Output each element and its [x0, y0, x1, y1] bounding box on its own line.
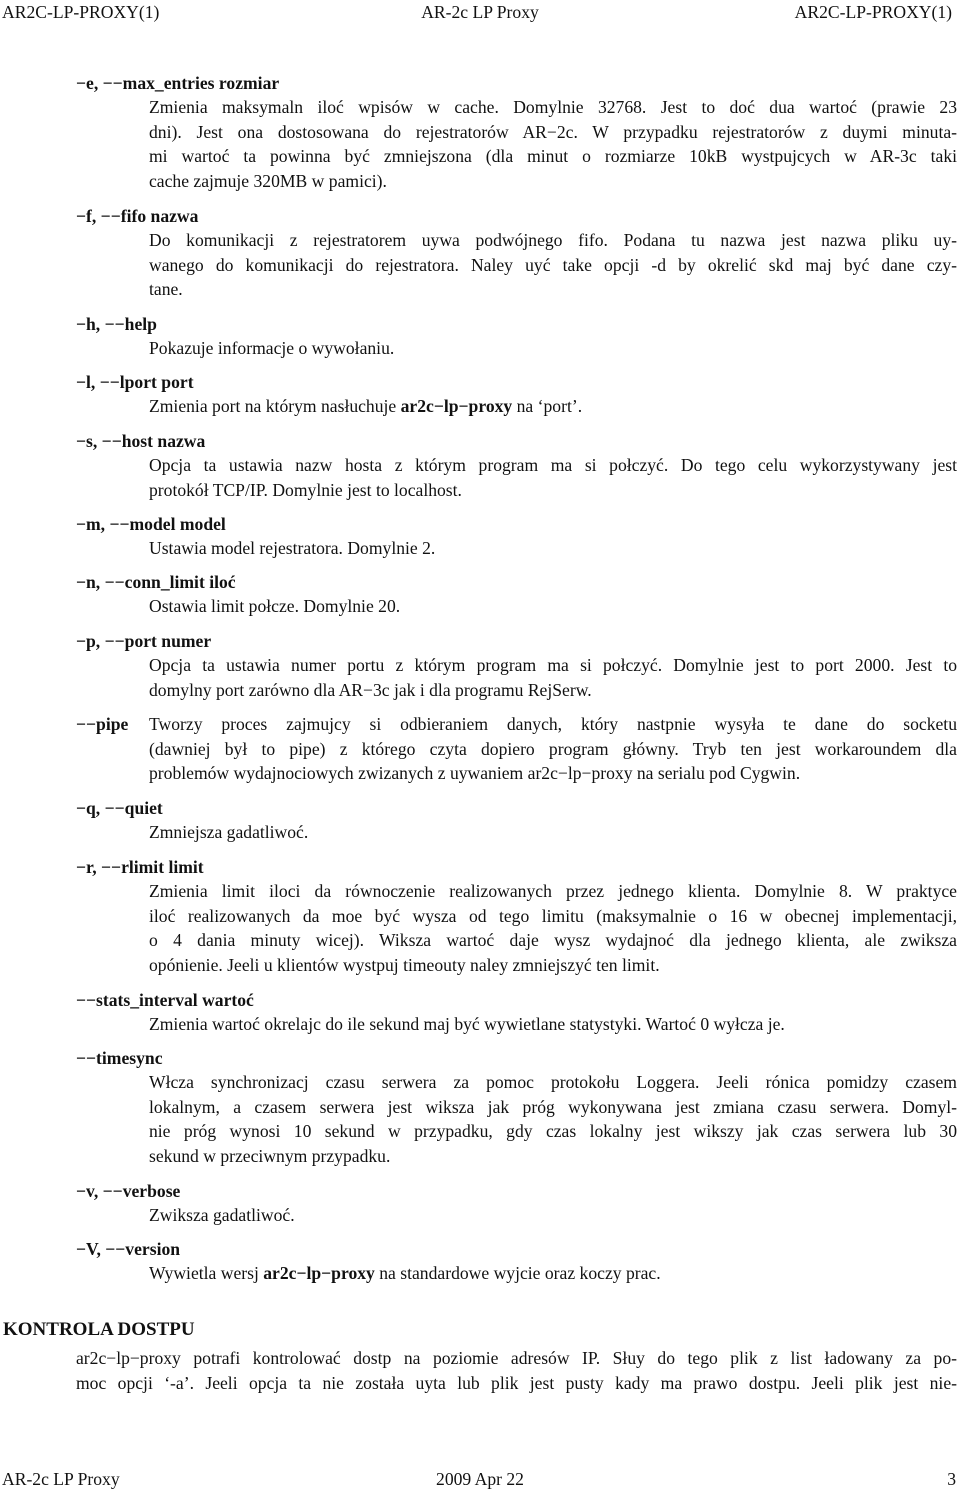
desc-line: [149, 394, 957, 419]
option-flag-fifo: −f, −−fifo nazwa: [76, 206, 199, 226]
desc-text: na standardowe wyjcie oraz koczy prac.: [374, 1263, 661, 1283]
option-desc-verbose: [149, 1203, 957, 1228]
desc-line: Zmienia maksymaln iloć wpisów w cache. Domylnie 32768. Jest to doć dua wartoć (prawie 23: [149, 97, 957, 117]
header-center: AR-2c LP Proxy: [421, 2, 539, 22]
desc-line: wanego do komunikacji do rejestratora. Naley uyć take opcji -d by okrelić skd maj być dane czy-: [149, 254, 957, 275]
program-name: ar2c−lp−proxy: [263, 1263, 375, 1283]
option-flag-lport: −l, −−lport port: [76, 372, 194, 392]
desc-text: Wywietla wersj: [149, 1263, 264, 1283]
option-desc-host: [149, 453, 957, 502]
desc-line: Włcza synchronizacj czasu serwera za pomoc protokołu Loggera. Jeeli rónica pomidzy czasem: [149, 1072, 957, 1092]
desc-line: (dawniej był to pipe) z którego czyta dopiero program główny. Tryb ten jest workaroundem dla: [149, 738, 957, 759]
option-flag-quiet: −q, −−quiet: [76, 798, 163, 818]
page-header: [0, 0, 956, 24]
option-desc-model: [149, 536, 957, 561]
header-left: AR2C-LP-PROXY(1): [2, 2, 160, 22]
option-flag-max-entries: −e, −−max_entries rozmiar: [76, 73, 280, 93]
option-desc-conn-limit: [149, 594, 957, 619]
section-line: moc opcji ‘-a’. Jeeli opcja ta nie została uyta lub plik jest pusty kady ma prawo dostpu. Jeeli plik jest nie-: [76, 1372, 957, 1393]
desc-line: domylny port zarówno dla AR−3c jak i dla programu RejSerw.: [149, 679, 592, 700]
option-desc-fifo: [149, 228, 957, 302]
desc-line: sekund w przeciwnym przypadku.: [149, 1145, 391, 1166]
footer-date: 2009 Apr 22: [436, 1469, 524, 1489]
desc-line: iloć realizowanych da moe być wysza od tego limitu (maksymalnie o 16 w obecnej implementacji,: [149, 905, 957, 926]
desc-line: Zwiksza gadatliwoć.: [149, 1205, 295, 1225]
option-desc-lport: [149, 394, 957, 419]
desc-line: opónienie. Jeeli u klientów wystpuj timeouty naley zmniejszyć ten limit.: [149, 954, 660, 975]
option-desc-quiet: [149, 820, 957, 845]
option-flag-help: −h, −−help: [76, 314, 157, 334]
option-desc-pipe: [149, 712, 957, 786]
option-flag-stats-interval: −−stats_interval wartoć: [76, 990, 254, 1010]
section-title: KONTROLA DOSTPU: [3, 1319, 195, 1340]
header-right: AR2C-LP-PROXY(1): [794, 2, 952, 22]
option-desc-timesync: [149, 1070, 957, 1168]
desc-line: Pokazuje informacje o wywołaniu.: [149, 338, 395, 358]
option-flag-version: −V, −−version: [76, 1239, 181, 1259]
section-line: ar2c−lp−proxy potrafi kontrolować dostp na poziomie adresów IP. Słuy do tego plik z list ładowany za po-: [76, 1348, 957, 1368]
option-flag-pipe: −−pipe: [76, 714, 129, 734]
option-desc-stats-interval: [149, 1012, 957, 1037]
desc-line: Opcja ta ustawia numer portu z którym program ma si połczyć. Domylnie jest to port 2000. Jest to: [149, 655, 957, 675]
desc-line: o 4 dania minuty wicej). Wiksza wartoć daje wysz wydajnoć dla jednego klienta, ale zwiksza: [149, 930, 957, 950]
option-flag-host: −s, −−host nazwa: [76, 431, 206, 451]
option-flag-port: −p, −−port numer: [76, 631, 212, 651]
desc-line: lokalnym, a czasem serwera jest wiksza jak próg wykonywana jest zmiana czasu serwera. Domyl-: [149, 1096, 957, 1117]
desc-line: protokół TCP/IP. Domylnie jest to localhost.: [149, 479, 462, 500]
option-desc-rlimit: [149, 879, 957, 977]
option-flag-conn-limit: −n, −−conn_limit iloć: [76, 572, 236, 592]
option-flag-verbose: −v, −−verbose: [76, 1181, 181, 1201]
option-desc-max-entries: [149, 95, 957, 193]
option-flag-model: −m, −−model model: [76, 514, 226, 534]
option-flag-rlimit: −r, −−rlimit limit: [76, 857, 204, 877]
desc-text: Zmienia port na którym nasłuchuje: [149, 396, 401, 416]
desc-line: nie próg wynosi 10 sekund w przypadku, gdy czas lokalny jest wikszy jak czas serwera lub 30: [149, 1121, 957, 1141]
desc-line: [149, 1261, 957, 1286]
section-body: [76, 1346, 957, 1395]
desc-line: Do komunikacji z rejestratorem uywa podwójnego fifo. Podana tu nazwa jest nazwa pliku uy-: [149, 230, 957, 250]
desc-text: na ‘port’.: [512, 396, 583, 416]
desc-line: Ustawia model rejestratora. Domylnie 2.: [149, 538, 436, 558]
desc-line: problemów wydajnociowych zwizanych z uywaniem ar2c−lp−proxy na serialu pod Cygwin.: [149, 763, 801, 783]
option-flag-timesync: −−timesync: [76, 1048, 163, 1068]
desc-line: Zmienia limit iloci da równoczenie realizowanych przez jednego klienta. Domylnie 8. W praktyce: [149, 881, 957, 901]
option-desc-version: [149, 1261, 957, 1286]
desc-line: Opcja ta ustawia nazw hosta z którym program ma si połczyć. Do tego celu wykorzystywany jest: [149, 455, 957, 475]
option-desc-help: [149, 336, 957, 361]
desc-line: dni). Jest ona dostosowana do rejestratorów AR−2c. W przypadku rejestratorów z duymi minuta-: [149, 121, 957, 142]
option-desc-port: [149, 653, 957, 702]
page-number: 3: [947, 1469, 956, 1489]
desc-line: cache zajmuje 320MB w pamici).: [149, 170, 387, 191]
desc-line: mi wartoć ta powinna być zmniejszona (dla minut o rozmiarze 10kB wystpujcych w AR-3c taki: [149, 146, 957, 166]
desc-line: Tworzy proces zajmujcy si odbieraniem danych, który nastpnie wysyła te dane do socketu: [149, 714, 957, 734]
desc-line: Zmniejsza gadatliwoć.: [149, 822, 309, 842]
desc-line: Ostawia limit połcze. Domylnie 20.: [149, 596, 401, 616]
program-name: ar2c−lp−proxy: [400, 396, 513, 416]
desc-line: tane.: [149, 279, 183, 299]
desc-line: Zmienia wartoć okrelajc do ile sekund maj być wywietlane statystyki. Wartoć 0 wyłcza je.: [149, 1014, 785, 1034]
footer-left: AR-2c LP Proxy: [2, 1469, 120, 1489]
page-footer: [0, 1467, 960, 1491]
